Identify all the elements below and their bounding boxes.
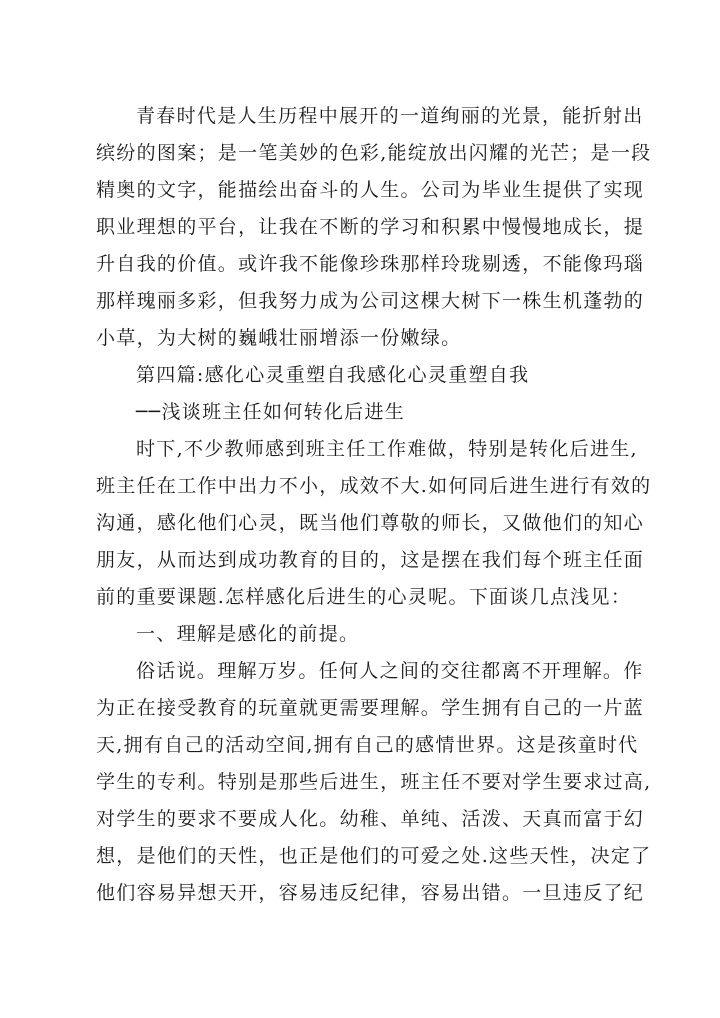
paragraph-line: 青春时代是人生历程中展开的一道绚丽的光景，能折射出 [136,105,644,127]
paragraph-line: 天,拥有自己的活动空间,拥有自己的感情世界。这是孩童时代 [96,734,639,756]
paragraph-line: 前的重要课题.怎样感化后进生的心灵呢。下面谈几点浅见： [96,586,632,608]
paragraph-line: 他们容易异想天开，容易违反纪律，容易出错。一旦违反了纪 [96,882,645,904]
paragraph-line: 朋友，从而达到成功教育的目的，这是摆在我们每个班主任面 [96,549,645,571]
paragraph-line: 为正在接受教育的玩童就更需要理解。学生拥有自己的一片蓝 [96,697,645,719]
paragraph-line: 职业理想的平台，让我在不断的学习和积累中慢慢地成长，提 [96,216,645,238]
paragraph-line: 精奥的文字，能描绘出奋斗的人生。公司为毕业生提供了实现 [96,179,645,201]
point-heading: 一、理解是感化的前提。 [136,623,360,645]
paragraph-line: 沟通，感化他们心灵，既当他们尊敬的师长，又做他们的知心 [96,512,645,534]
section-heading: 第四篇:感化心灵重塑自我感化心灵重塑自我 [136,364,530,386]
paragraph-line: 缤纷的图案；是一笔美妙的色彩,能绽放出闪耀的光芒；是一段 [96,142,652,164]
paragraph-line: 升自我的价值。或许我不能像珍珠那样玲珑剔透，不能像玛瑙 [96,253,645,275]
paragraph-line: 班主任在工作中出力不小，成效不大.如何同后进生进行有效的 [96,475,652,497]
paragraph-line: 那样瑰丽多彩，但我努力成为公司这棵大树下一株生机蓬勃的 [96,290,645,312]
paragraph-line: 时下,不少教师感到班主任工作难做，特别是转化后进生, [136,438,638,460]
paragraph-line: 想，是他们的天性，也正是他们的可爱之处.这些天性，决定了 [96,845,652,867]
paragraph-line: 对学生的要求不要成人化。幼稚、单纯、活泼、天真而富于幻 [96,808,645,830]
body-text [96,98,652,912]
paragraph-line: 俗话说。理解万岁。任何人之间的交往都离不开理解。作 [136,660,644,682]
paragraph-line: 学生的专利。特别是那些后进生，班主任不要对学生要求过高, [96,771,652,793]
section-subtitle: ──浅谈班主任如何转化后进生 [136,401,406,423]
paragraph-line: 小草，为大树的巍峨壮丽增添一份嫩绿。 [96,327,462,349]
